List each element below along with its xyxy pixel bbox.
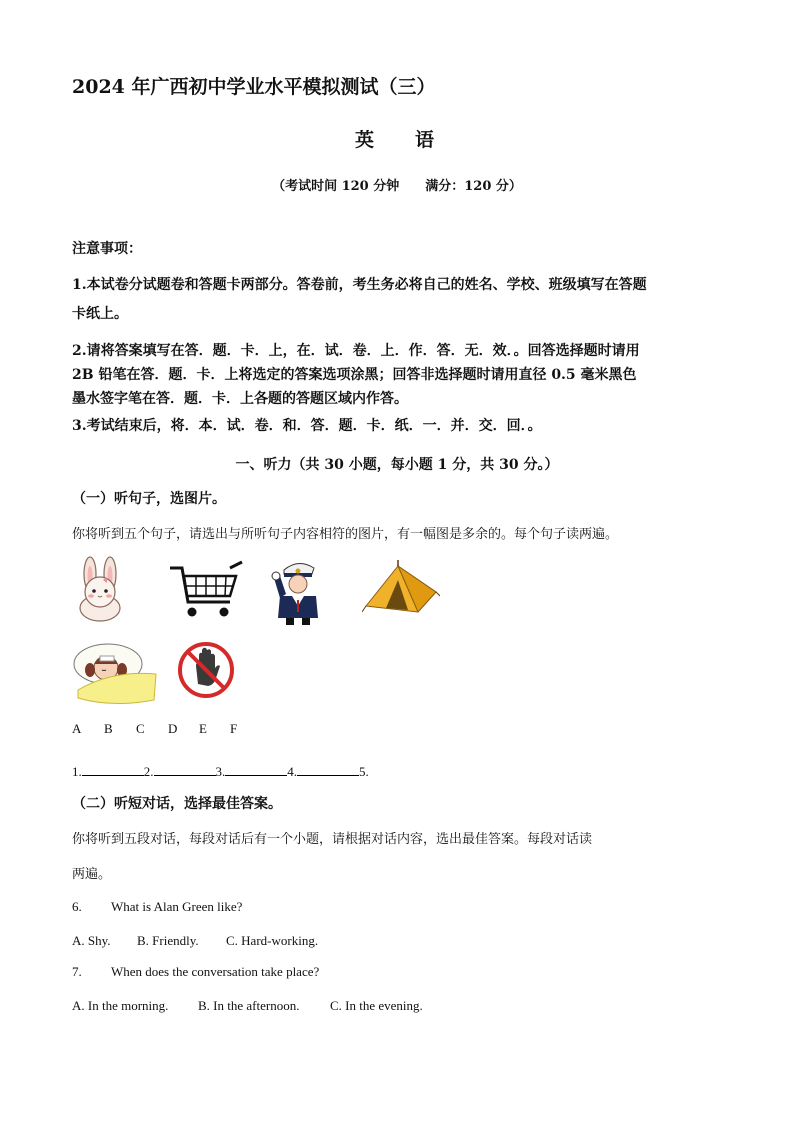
blank-label-5: 5. (359, 764, 369, 779)
part-2-instruction-line-1: 你将听到五段对话，每段对话后有一个小题，请根据对话内容，选出最佳答案。每段对话读 (72, 832, 593, 847)
traffic-police-icon (270, 556, 326, 626)
exam-title: 2024 年广西初中学业水平模拟测试（三） (72, 76, 436, 98)
picture-letter-f: F (230, 721, 238, 736)
picture-letter-c: C (136, 721, 145, 736)
blank-label-4: 4. (287, 764, 297, 779)
subject-title: 英 语 (355, 129, 436, 151)
question-6-option-a: A. Shy. (72, 933, 111, 948)
notice-heading: 注意事项： (72, 241, 142, 257)
notice-item-2-line-1: 2.请将答案填写在答．题．卡．上，在．试．卷．上．作．答．无．效．。回答选择题时请用 (72, 343, 640, 359)
answer-blanks-row (72, 762, 369, 780)
question-6-text: What is Alan Green like? (111, 899, 243, 914)
part-2-heading: （二）听短对话，选择最佳答案。 (72, 796, 282, 812)
question-7-option-b: B. In the afternoon. (198, 998, 300, 1013)
answer-blank-3[interactable] (225, 762, 287, 776)
answer-blank-4[interactable] (297, 762, 359, 776)
part-2-instruction-line-2: 两遍。 (72, 867, 112, 882)
question-7-option-a: A. In the morning. (72, 998, 169, 1013)
question-7-option-c: C. In the evening. (330, 998, 423, 1013)
question-6-option-c: C. Hard-working. (226, 933, 319, 948)
notice-item-2-line-3: 墨水签字笔在答．题．卡．上各题的答题区域内作答。 (72, 391, 408, 407)
sick-girl-in-bed-icon (72, 640, 158, 708)
no-stop-hand-sign-icon (176, 640, 236, 700)
answer-blank-1[interactable] (82, 762, 144, 776)
blank-label-1: 1. (72, 764, 82, 779)
answer-blank-2[interactable] (154, 762, 216, 776)
question-6-option-b: B. Friendly. (137, 933, 199, 948)
notice-item-3: 3.考试结束后，将．本．试．卷．和．答．题．卡．纸．一．并．交．回．。 (72, 418, 542, 434)
shopping-cart-icon (168, 560, 244, 622)
picture-letter-a: A (72, 721, 82, 736)
picture-letter-d: D (168, 721, 178, 736)
question-7-number: 7. (72, 964, 82, 979)
picture-letter-e: E (199, 721, 207, 736)
question-7-text: When does the conversation take place? (111, 964, 320, 979)
rabbit-toy-icon (70, 556, 130, 622)
tent-icon (362, 558, 440, 616)
notice-item-1-line-2: 卡纸上。 (72, 306, 128, 322)
picture-letter-b: B (104, 721, 113, 736)
exam-info: （考试时间 120 分钟 满分：120 分） (272, 179, 522, 194)
blank-label-3: 3. (215, 764, 226, 779)
blank-label-2: 2. (143, 764, 154, 779)
question-6-number: 6. (72, 899, 82, 914)
notice-item-1-line-1: 1.本试卷分试题卷和答题卡两部分。答卷前，考生务必将自己的姓名、学校、班级填写在答题 (72, 277, 647, 293)
section-1-heading: 一、听力（共 30 小题，每小题 1 分，共 30 分。） (235, 457, 559, 473)
part-1-instruction: 你将听到五个句子，请选出与所听句子内容相符的图片，有一幅图是多余的。每个句子读两遍。 (72, 527, 619, 542)
notice-item-2-line-2: 2B 铅笔在答．题．卡．上将选定的答案选项涂黑；回答非选择题时请用直径 0.5 毫米黑色 (72, 367, 637, 383)
part-1-heading: （一）听句子，选图片。 (72, 491, 226, 507)
